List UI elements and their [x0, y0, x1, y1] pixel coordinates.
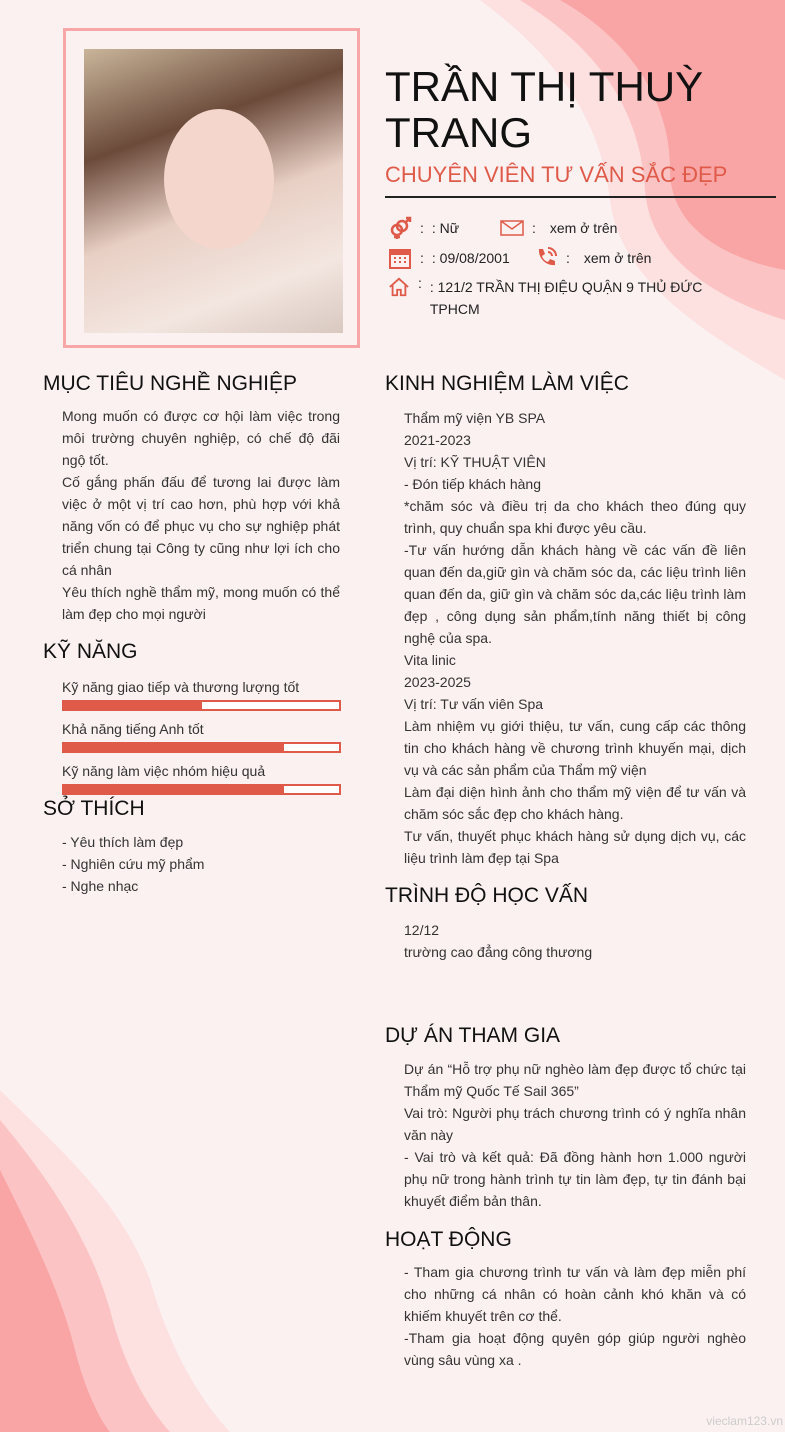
email-icon — [500, 216, 524, 240]
experience-line: - Đón tiếp khách hàng — [404, 476, 541, 492]
hobbies-heading: SỞ THÍCH — [43, 797, 145, 820]
profile-photo — [84, 49, 343, 333]
job-title: CHUYÊN VIÊN TƯ VẤN SẮC ĐẸP — [385, 162, 728, 187]
home-icon — [388, 275, 410, 299]
skill-bar — [62, 742, 341, 753]
experience-line: Thẩm mỹ viện YB SPA — [404, 410, 546, 426]
education-heading: TRÌNH ĐỘ HỌC VẤN — [385, 884, 589, 907]
experience-heading: KINH NGHIỆM LÀM VIỆC — [385, 372, 629, 395]
projects-text: Dự án “Hỗ trợ phụ nữ nghèo làm đẹp được tổ chức tại Thẩm mỹ Quốc Tế Sail 365” Vai trò: Người phụ trách chương trình có ý nghĩa nhân văn này - Vai trò và kết quả: Đã đồng hành hơn 1.000 người phụ nữ trong hành trình tự tin làm đẹp, tự tin đánh bại khuyết điểm bản thân. — [404, 1061, 746, 1209]
address-row: : : 121/2 TRẦN THỊ ĐIỆU QUẬN 9 THỦ ĐỨC TPHCM — [388, 275, 728, 320]
experience-line: 2023-2025 — [404, 674, 471, 690]
skill-label: Khả năng tiếng Anh tốt — [62, 721, 204, 737]
skill-bar — [62, 784, 341, 795]
hobby-item: - Yêu thích làm đẹp — [62, 834, 184, 850]
phone-row: : xem ở trên — [534, 246, 651, 270]
gender-icon — [388, 216, 412, 240]
calendar-icon — [388, 246, 412, 270]
divider — [385, 196, 776, 198]
skill-label: Kỹ năng giao tiếp và thương lượng tốt — [62, 679, 300, 695]
experience-line: Vị trí: KỸ THUẬT VIÊN — [404, 454, 546, 470]
phone-value: xem ở trên — [583, 250, 652, 266]
skill-bar — [62, 700, 341, 711]
full-name: TRẦN THỊ THUỲ TRANG — [385, 63, 704, 156]
objective-text: Mong muốn có được cơ hội làm việc trong môi trường chuyên nghiệp, có chế độ đãi ngộ tốt. Cố gắng phấn đấu để tương lai được làm việc ở một vị trí cao hơn, phù hợp với khả năng vốn có để phục vụ cho sự nghiệp phát triển chung tại Công ty cũng như lợi ích cho cá nhân Yêu thích nghề thẩm mỹ, mong muốn có thể làm đẹp cho mọi người — [62, 408, 340, 622]
email-value: xem ở trên — [549, 220, 618, 236]
experience-text — [404, 407, 746, 869]
experience-line: 2021-2023 — [404, 432, 471, 448]
address-value: : 121/2 TRẦN THỊ ĐIỆU QUẬN 9 THỦ ĐỨC TPHCM — [429, 279, 703, 317]
education-text: 12/12 trường cao đẳng công thương — [404, 922, 593, 960]
activities-text: - Tham gia chương trình tư vấn và làm đẹp miễn phí cho những cá nhân có hoàn cảnh khó khăn và có khiếm khuyết trên cơ thể. -Tham gia hoạt động quyên góp giúp người nghèo vùng sâu vùng xa . — [404, 1264, 746, 1368]
experience-line: Vita linic — [404, 652, 456, 668]
experience-line: Làm đại diện hình ảnh cho thẩm mỹ viện để tư vấn và chăm sóc sắc đẹp cho khách hàng. — [404, 784, 746, 822]
phone-icon — [534, 246, 558, 270]
birthday-value: : 09/08/2001 — [431, 250, 510, 266]
projects-heading: DỰ ÁN THAM GIA — [385, 1024, 561, 1047]
hobby-item: - Nghe nhạc — [62, 878, 139, 894]
experience-line: *chăm sóc và điều trị da cho khách theo đúng quy trình, quy chuẩn spa khi được yêu cầu. — [404, 498, 746, 536]
experience-line: -Tư vấn hướng dẫn khách hàng về các vấn đề liên quan đến da,giữ gìn và chăm sóc da, các liệu trình liên quan đến da, giữ gìn và chăm sóc da,các liệu trình làm đẹp , công dụng sản phẩm,tính năng thiết bị công nghệ của spa. — [404, 542, 746, 646]
experience-line: Tư vấn, thuyết phục khách hàng sử dụng dịch vụ, các liệu trình làm đẹp tại Spa — [404, 828, 746, 866]
gender-row: : : Nữ — [388, 216, 459, 240]
birthday-row: : : 09/08/2001 — [388, 246, 510, 270]
skills-heading: KỸ NĂNG — [43, 640, 138, 663]
skills-list — [62, 676, 341, 802]
skill-bar-fill — [64, 702, 202, 709]
skill-bar-fill — [64, 786, 284, 793]
gender-value: : Nữ — [431, 220, 460, 236]
watermark: vieclam123.vn — [706, 1414, 783, 1428]
skill-bar-fill — [64, 744, 284, 751]
experience-line: Vị trí: Tư vấn viên Spa — [404, 696, 544, 712]
email-row: : xem ở trên — [500, 216, 617, 240]
objective-heading: MỤC TIÊU NGHỀ NGHIỆP — [43, 372, 297, 395]
hobbies-list — [62, 831, 204, 897]
hobby-item: - Nghiên cứu mỹ phẩm — [62, 856, 205, 872]
experience-line: Làm nhiệm vụ giới thiệu, tư vấn, cung cấp các thông tin cho khách hàng về chương trình khuyến mại, dịch vụ và các sản phẩm của Thẩm mỹ viện — [404, 718, 746, 778]
skill-label: Kỹ năng làm việc nhóm hiệu quả — [62, 763, 266, 779]
activities-heading: HOẠT ĐỘNG — [385, 1228, 512, 1251]
